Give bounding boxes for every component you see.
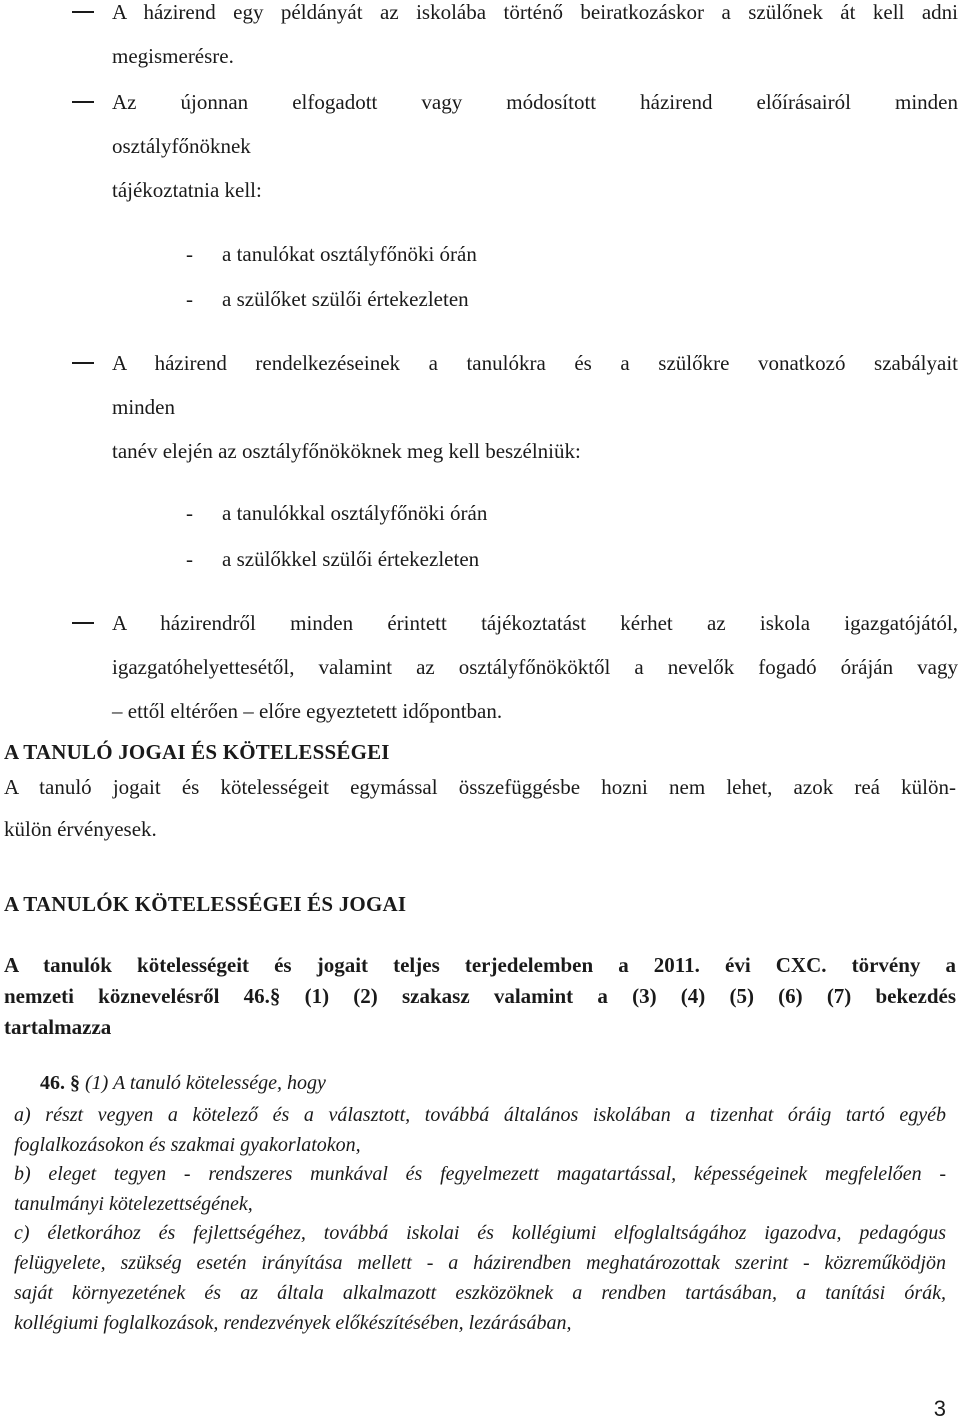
law-item-b (14, 1159, 946, 1219)
dash-item-2-line-1: Az újonnan elfogadott vagy módosított házirend előírásairól minden (112, 90, 958, 114)
dash-item-3-line-1: A házirend rendelkezéseinek a tanulókra és a szülőkre vonatkozó szabályait (112, 351, 958, 375)
paragraph-line: külön érvényesek. (4, 817, 157, 841)
hyphen-bullet: - (186, 547, 193, 571)
law-section-title (40, 1069, 326, 1097)
law-line: a) részt vegyen a kötelező és a választott, továbbá általános iskolában a tizenhat óráig tartó egyéb (14, 1104, 946, 1126)
law-section-number: 46. § (40, 1072, 80, 1094)
law-line: saját környezetének és az általa alkalmazott eszközöknek a rendben tartásában, a tanítási órák, (14, 1282, 946, 1304)
dash-item-3-line-3: tanév elején az osztályfőnököknek meg kell beszélniük: (112, 439, 581, 463)
paragraph-line: A tanulók kötelességeit és jogait teljes terjedelemben a 2011. évi CXC. törvény a (4, 953, 956, 977)
dash-bullet-icon (72, 0, 98, 34)
section-heading: A TANULÓ JOGAI ÉS KÖTELESSÉGEI (4, 740, 390, 764)
law-line: kollégiumi foglalkozások, rendezvények előkészítésében, lezárásában, (14, 1312, 572, 1334)
hyphen-bullet: - (186, 501, 193, 525)
dash-bullet-icon (72, 601, 98, 645)
sub-item-text: a tanulókkal osztályfőnöki órán (222, 501, 488, 525)
dash-item-2-line-2: osztályfőnöknek (112, 134, 251, 158)
law-line: c) életkorához és fejlettségéhez, továbbá iskolai és kollégiumi elfoglaltságához igazodva, pedagógus (14, 1222, 946, 1244)
sub-item (186, 239, 477, 269)
sub-item-text: a szülőkkel szülői értekezleten (222, 547, 480, 571)
dash-item-1 (112, 0, 958, 78)
page-number: 3 (933, 1396, 946, 1421)
law-item-c (14, 1218, 946, 1338)
law-reference-paragraph (4, 950, 956, 1043)
law-line: tanulmányi kötelezettségének, (14, 1193, 253, 1215)
hyphen-bullet: - (186, 242, 193, 266)
dash-item-1-line-1: A házirend egy példányát az iskolába történő beiratkozáskor a szülőnek át kell adni (112, 0, 958, 24)
paragraph-line: A tanuló jogait és kötelességeit egymással összefüggésbe hozni nem lehet, azok reá külön- (4, 775, 956, 799)
sub-item-text: a szülőket szülői értekezleten (222, 287, 469, 311)
law-line: foglalkozásokon és szakmai gyakorlatokon, (14, 1134, 361, 1156)
dash-bullet-icon (72, 80, 98, 124)
sub-item-text: a tanulókat osztályfőnöki órán (222, 242, 477, 266)
dash-item-3 (112, 341, 958, 473)
dash-item-4-line-1: A házirendről minden érintett tájékoztatást kérhet az iskola igazgatójától, (112, 611, 958, 635)
dash-bullet-icon (72, 341, 98, 385)
sub-item (186, 284, 469, 314)
dash-item-3-line-2: minden (112, 395, 175, 419)
paragraph-line: tartalmazza (4, 1015, 112, 1039)
dash-item-1-line-2: megismerésre. (112, 44, 234, 68)
dash-item-2-line-3: tájékoztatnia kell: (112, 178, 262, 202)
section-paragraph (4, 766, 956, 850)
law-title-text: (1) A tanuló kötelessége, hogy (85, 1072, 326, 1094)
hyphen-bullet: - (186, 287, 193, 311)
section-heading: A TANULÓK KÖTELESSÉGEI ÉS JOGAI (4, 892, 407, 916)
dash-item-4 (112, 601, 958, 733)
law-item-a (14, 1100, 946, 1160)
law-line: felügyelete, szükség esetén irányítása mellett - a házirendben meghatározottak szerint - közreműködjön (14, 1252, 946, 1274)
paragraph-line: nemzeti köznevelésről 46.§ (1) (2) szakasz valamint a (3) (4) (5) (6) (7) bekezdés (4, 984, 956, 1008)
law-line: b) eleget tegyen - rendszeres munkával és fegyelmezett magatartással, képességeinek megfelelően - (14, 1163, 946, 1185)
sub-item (186, 498, 487, 528)
dash-item-4-line-2: igazgatóhelyettesétől, valamint az osztályfőnököktől a nevelők fogadó óráján vagy (112, 655, 958, 679)
dash-item-2 (112, 80, 958, 212)
dash-item-4-line-3: – ettől eltérően – előre egyeztetett időpontban. (112, 699, 503, 723)
sub-item (186, 544, 479, 574)
